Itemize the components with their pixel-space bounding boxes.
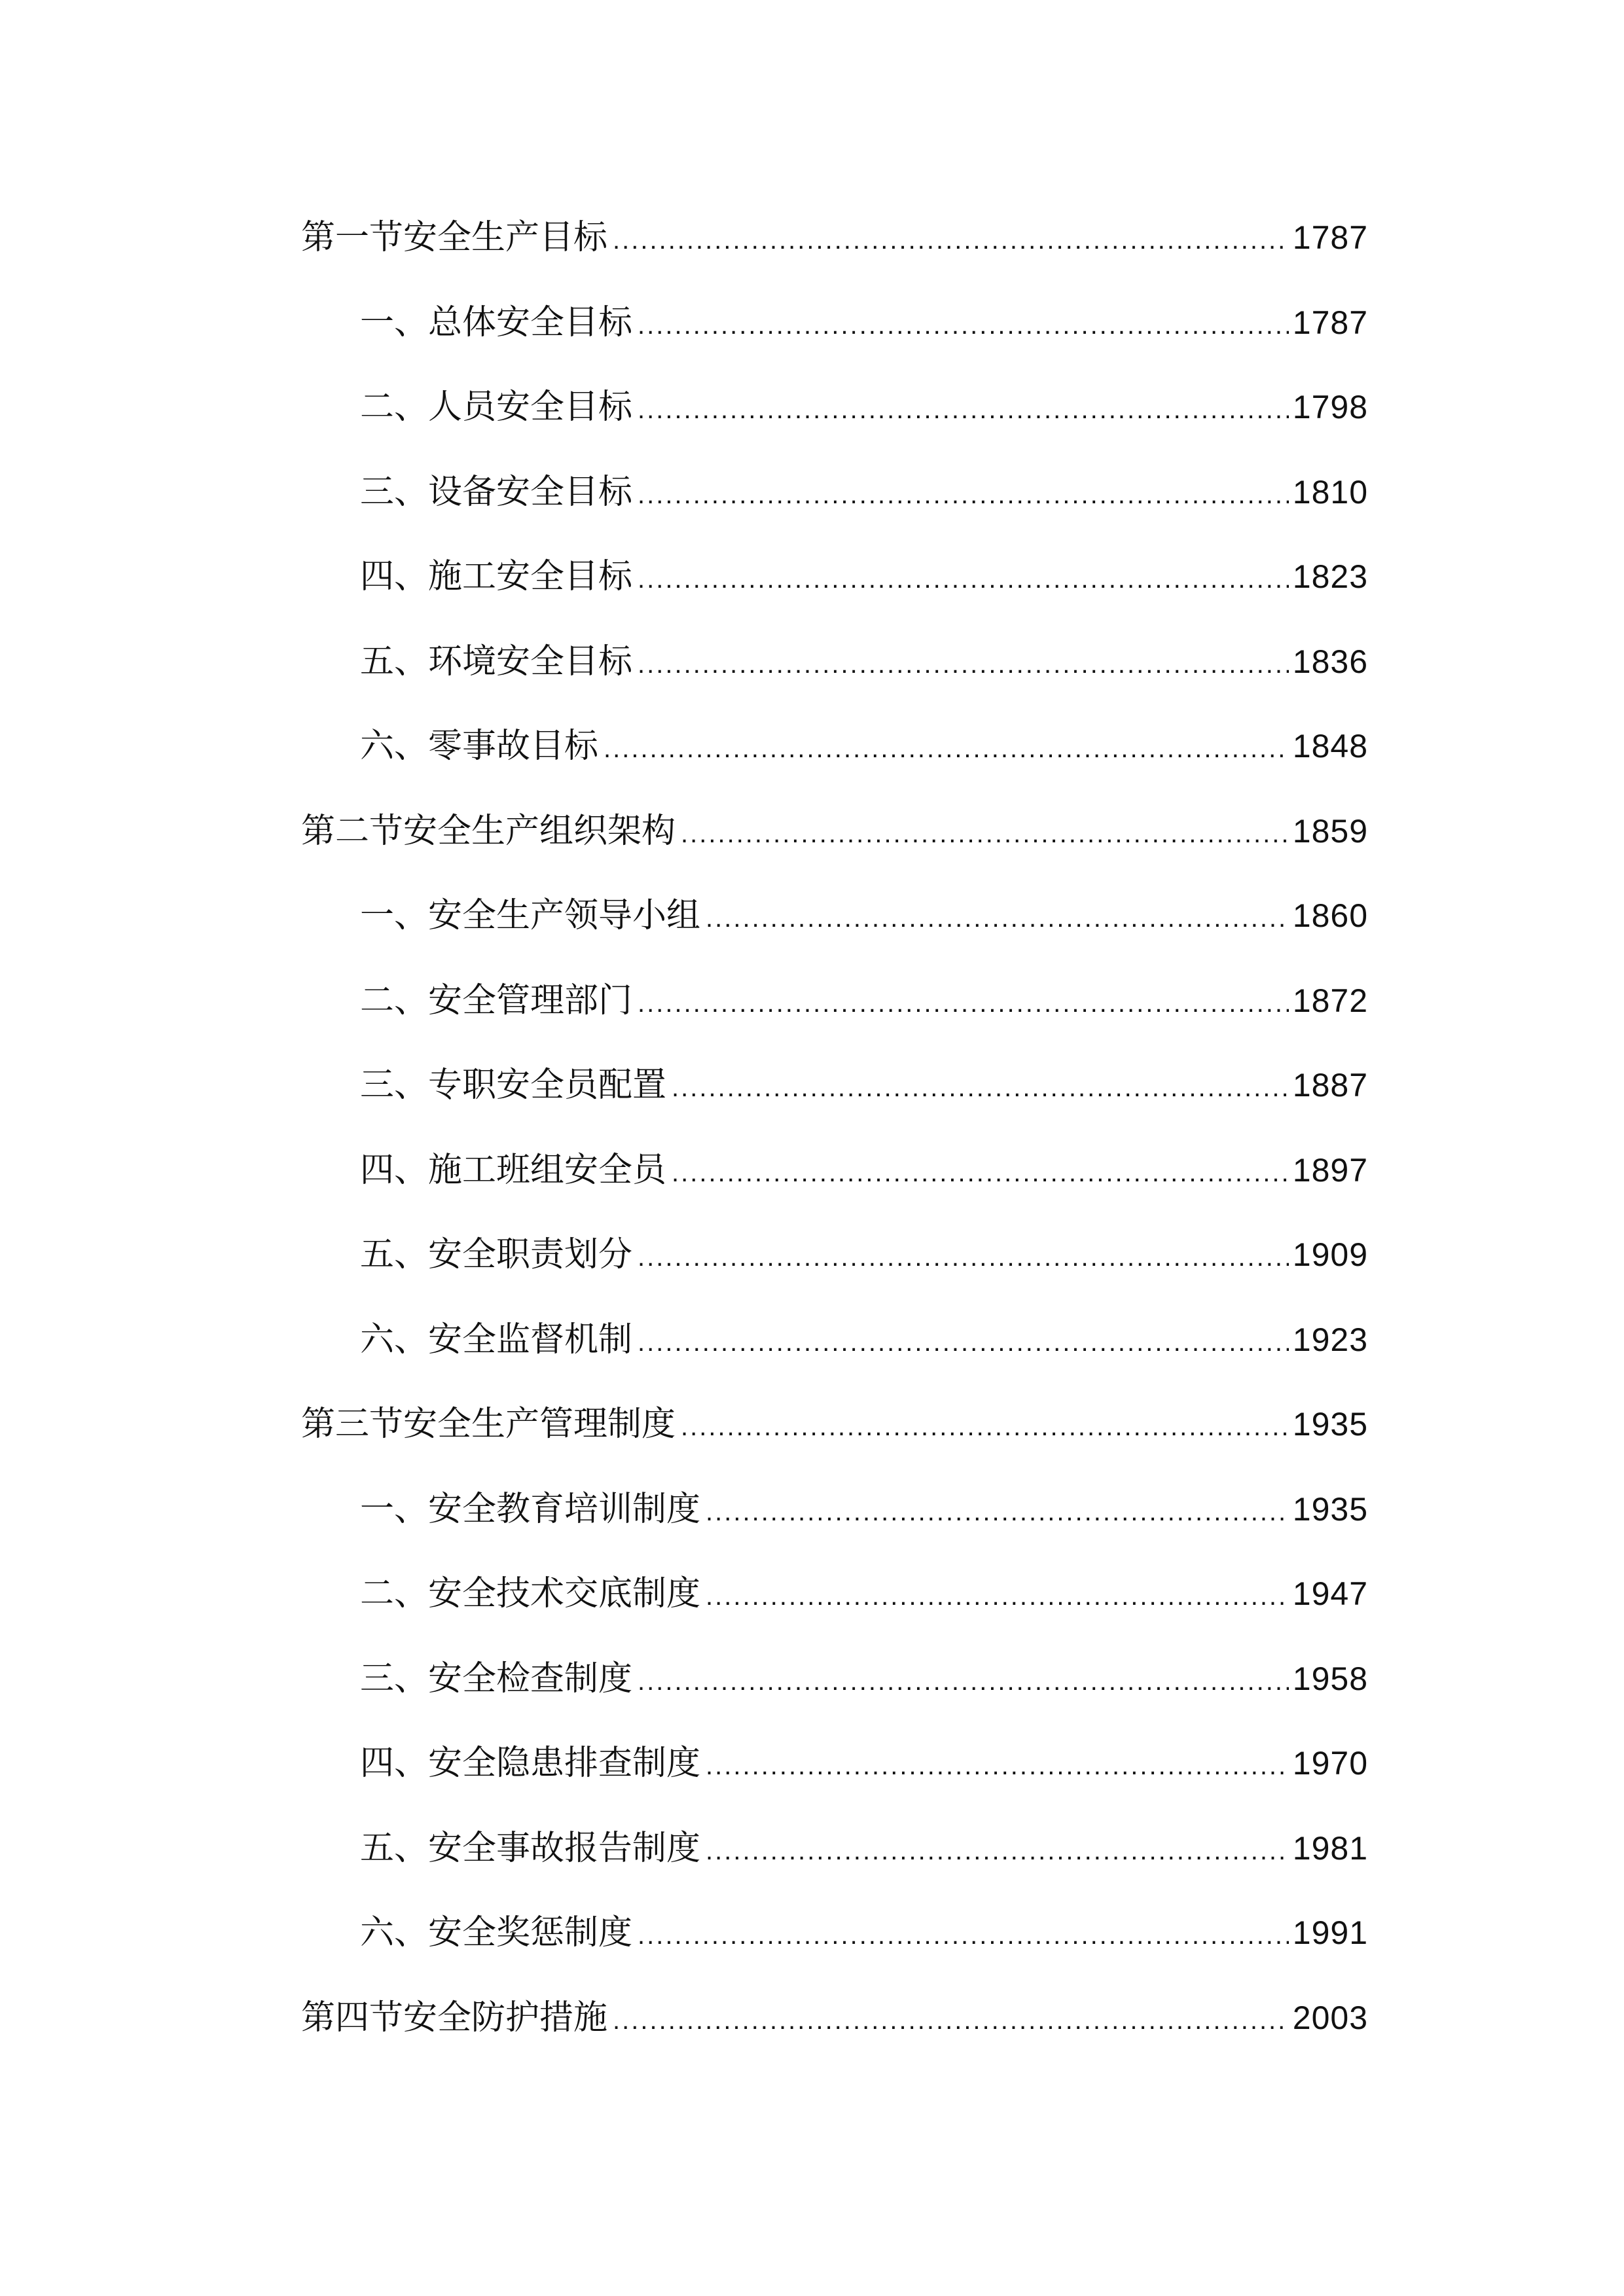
toc-leader-dots xyxy=(706,1746,1289,1785)
toc-entry-page: 1897 xyxy=(1292,1151,1368,1189)
toc-entry[interactable] xyxy=(301,1738,1368,1823)
toc-entry[interactable] xyxy=(301,552,1368,637)
toc-leader-dots xyxy=(681,814,1289,853)
toc-entry-title: 六、安全监督机制 xyxy=(360,1319,633,1359)
toc-leader-dots xyxy=(613,2001,1289,2040)
toc-entry[interactable] xyxy=(301,1230,1368,1315)
toc-entry-page: 1823 xyxy=(1292,558,1368,595)
toc-leader-dots xyxy=(638,560,1289,599)
toc-entry[interactable] xyxy=(301,1399,1368,1484)
toc-entry-page: 1836 xyxy=(1292,643,1368,680)
toc-entry-page: 1810 xyxy=(1292,473,1368,511)
toc-leader-dots xyxy=(604,729,1289,768)
toc-leader-dots xyxy=(706,899,1289,938)
toc-leader-dots xyxy=(638,645,1289,684)
toc-entry[interactable] xyxy=(301,1315,1368,1400)
toc-leader-dots xyxy=(706,1492,1289,1532)
toc-entry-page: 1958 xyxy=(1292,1660,1368,1697)
toc-entry-title: 一、总体安全目标 xyxy=(360,302,633,342)
toc-entry-title: 一、安全教育培训制度 xyxy=(360,1489,701,1529)
toc-leader-dots xyxy=(681,1407,1289,1446)
toc-entry-page: 1859 xyxy=(1292,812,1368,850)
toc-entry-page: 1787 xyxy=(1292,304,1368,341)
toc-leader-dots xyxy=(706,1577,1289,1616)
toc-entry-title: 三、设备安全目标 xyxy=(360,472,633,512)
toc-entry-title: 三、安全检查制度 xyxy=(360,1659,633,1698)
toc-entry-page: 1923 xyxy=(1292,1321,1368,1358)
toc-leader-dots xyxy=(706,1831,1289,1871)
toc-entry-title: 六、安全奖惩制度 xyxy=(360,1913,633,1952)
toc-entry-title: 四、施工安全目标 xyxy=(360,557,633,596)
toc-entry-title: 五、安全职责划分 xyxy=(360,1235,633,1274)
toc-entry-page: 1947 xyxy=(1292,1575,1368,1612)
toc-entry-page: 1860 xyxy=(1292,897,1368,934)
toc-entry[interactable] xyxy=(301,467,1368,552)
toc-entry-page: 1798 xyxy=(1292,389,1368,425)
toc-leader-dots xyxy=(672,1153,1289,1193)
toc-leader-dots xyxy=(638,306,1289,345)
toc-entry-title: 第三节安全生产管理制度 xyxy=(301,1405,676,1444)
toc-entry[interactable] xyxy=(301,1569,1368,1654)
toc-entry-title: 五、安全事故报告制度 xyxy=(360,1828,701,1868)
toc-entry-title: 三、专职安全员配置 xyxy=(360,1066,667,1105)
toc-entry[interactable] xyxy=(301,213,1368,298)
toc-entry-page: 1909 xyxy=(1292,1236,1368,1273)
toc-leader-dots xyxy=(638,475,1289,514)
toc-entry[interactable] xyxy=(301,1484,1368,1570)
toc-entry-page: 2003 xyxy=(1292,1999,1368,2036)
toc-entry-page: 1935 xyxy=(1292,1406,1368,1443)
toc-entry[interactable] xyxy=(301,1060,1368,1145)
table-of-contents xyxy=(301,213,1368,2077)
toc-entry[interactable] xyxy=(301,637,1368,722)
toc-entry-title: 第四节安全防护措施 xyxy=(301,1998,608,2037)
toc-leader-dots xyxy=(638,1323,1289,1362)
toc-entry-title: 五、环境安全目标 xyxy=(360,641,633,681)
toc-entry-title: 二、人员安全目标 xyxy=(360,387,633,427)
toc-entry-page: 1935 xyxy=(1292,1490,1368,1528)
toc-leader-dots xyxy=(613,221,1289,260)
toc-entry-page: 1981 xyxy=(1292,1829,1368,1867)
toc-entry-page: 1872 xyxy=(1292,982,1368,1019)
toc-entry[interactable] xyxy=(301,1993,1368,2078)
toc-entry[interactable] xyxy=(301,976,1368,1061)
toc-entry-page: 1887 xyxy=(1292,1067,1368,1103)
toc-leader-dots xyxy=(672,1068,1289,1107)
toc-entry[interactable] xyxy=(301,1145,1368,1230)
toc-entry[interactable] xyxy=(301,891,1368,976)
toc-entry[interactable] xyxy=(301,382,1368,467)
toc-leader-dots xyxy=(638,1916,1289,1955)
toc-leader-dots xyxy=(638,1662,1289,1701)
toc-entry[interactable] xyxy=(301,806,1368,891)
toc-entry-page: 1787 xyxy=(1292,219,1368,256)
toc-entry-page: 1991 xyxy=(1292,1914,1368,1951)
toc-entry-page: 1970 xyxy=(1292,1745,1368,1782)
toc-entry-title: 六、零事故目标 xyxy=(360,726,599,766)
toc-entry-title: 一、安全生产领导小组 xyxy=(360,896,701,935)
toc-entry-title: 二、安全技术交底制度 xyxy=(360,1574,701,1613)
toc-entry-title: 四、施工班组安全员 xyxy=(360,1150,667,1190)
toc-entry-title: 二、安全管理部门 xyxy=(360,980,633,1020)
toc-leader-dots xyxy=(638,984,1289,1023)
toc-leader-dots xyxy=(638,1238,1289,1277)
toc-entry[interactable] xyxy=(301,1654,1368,1739)
toc-entry-title: 四、安全隐患排查制度 xyxy=(360,1744,701,1783)
toc-entry[interactable] xyxy=(301,721,1368,806)
toc-entry-title: 第二节安全生产组织架构 xyxy=(301,811,676,851)
toc-entry-page: 1848 xyxy=(1292,728,1368,764)
toc-entry[interactable] xyxy=(301,298,1368,383)
toc-leader-dots xyxy=(638,390,1289,429)
toc-entry[interactable] xyxy=(301,1823,1368,1909)
toc-entry-title: 第一节安全生产目标 xyxy=(301,218,608,257)
toc-entry[interactable] xyxy=(301,1908,1368,1993)
